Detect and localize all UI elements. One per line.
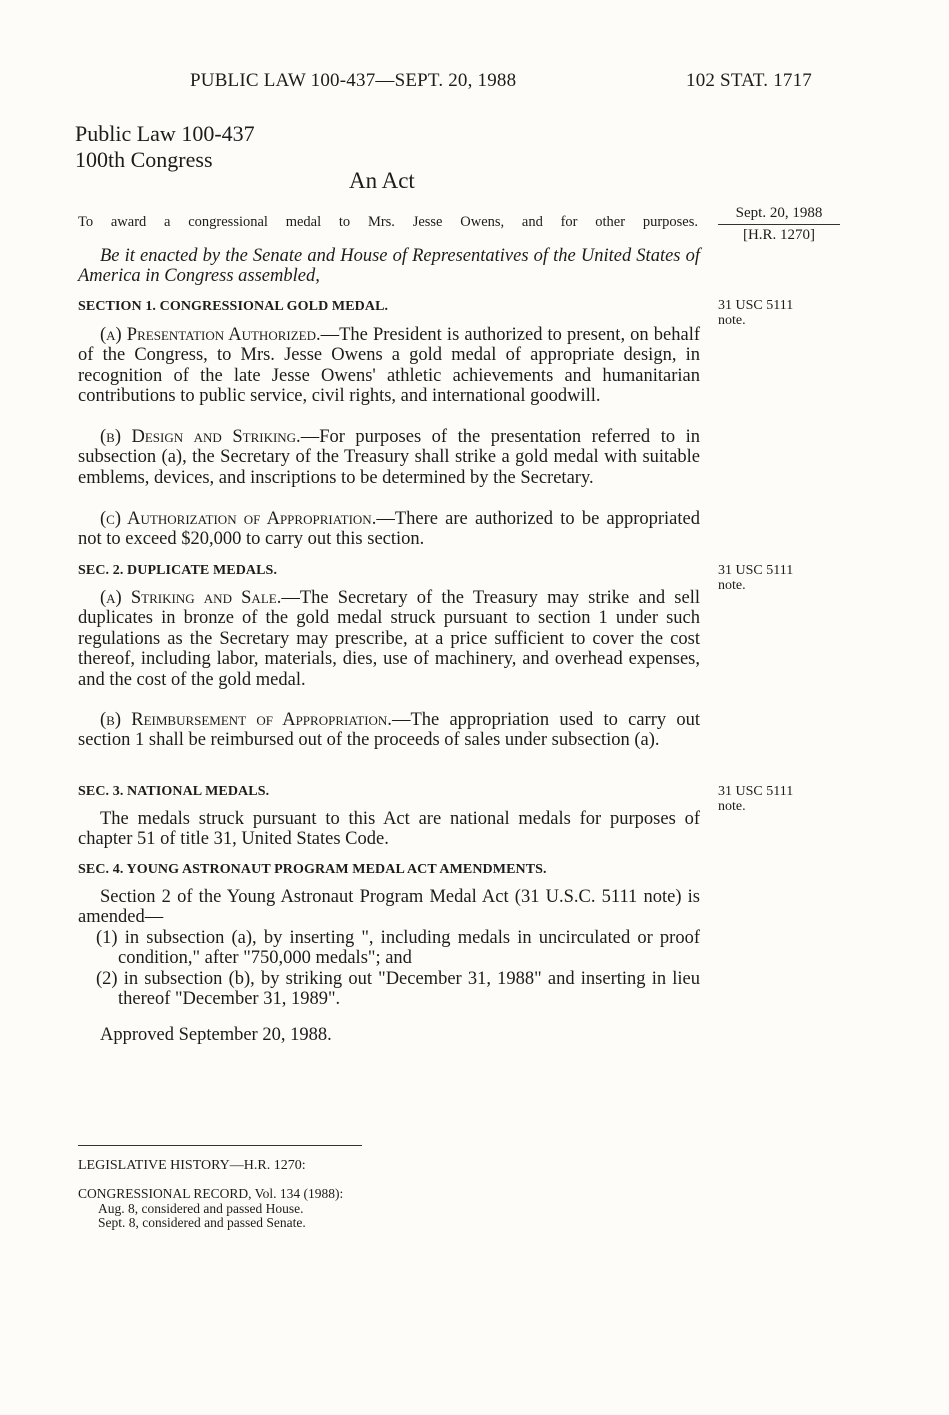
approval-date: Approved September 20, 1988. [100, 1025, 332, 1045]
page-number: 102 STAT. 1717 [686, 70, 813, 91]
section-3-text: The medals struck pursuant to this Act are national medals for purposes of chapter 51 of title 31, United States Code. [78, 809, 700, 850]
section-3-heading: SEC. 3. NATIONAL MEDALS. [78, 784, 270, 799]
section-2a [78, 588, 700, 690]
section-2b-label: (b) Reimbursement of Appropriation. [100, 710, 392, 730]
section-1c-text: —There are authorized to be appropriated not to exceed $20,000 to carry out this section. [78, 509, 700, 550]
section-2a-text: —The Secretary of the Treasury may strike and sell duplicates in bronze of the gold medal struck pursuant to section 1 under such regulations as the Secretary may prescribe, at a price sufficient to cover the cost thereof, including labor, materials, dies, use of machinery, and overhead expenses, and the cost of the gold medal. [78, 588, 701, 690]
section-4-intro: Section 2 of the Young Astronaut Program Medal Act (31 U.S.C. 5111 note) is amended— [78, 887, 700, 928]
purpose-line: To award a congressional medal to Mrs. Jesse Owens, and for other purposes. [78, 214, 698, 230]
margin-note-1: 31 USC 5111 note. [718, 298, 794, 328]
section-1b-text: —For purposes of the presentation referred to in subsection (a), the Secretary of the Treasury shall strike a gold medal with suitable emblems, devices, and inscriptions to be determined by the Secretary. [78, 427, 700, 488]
section-2-heading: SEC. 2. DUPLICATE MEDALS. [78, 563, 278, 578]
congressional-record: CONGRESSIONAL RECORD, Vol. 134 (1988): [78, 1186, 344, 1201]
section-1b [78, 427, 700, 488]
margin-bill: [H.R. 1270] [742, 227, 816, 243]
section-2b-text: —The appropriation used to carry out section 1 shall be reimbursed out of the proceeds of sales under subsection (a). [78, 710, 700, 751]
section-1a [78, 325, 700, 407]
section-1c [78, 509, 700, 550]
margin-date: Sept. 20, 1988 [735, 205, 823, 221]
margin-rule [718, 224, 840, 225]
section-2b [78, 710, 700, 751]
section-1c-label: (c) Authorization of Appropriation. [100, 509, 377, 529]
enacting-clause: Be it enacted by the Senate and House of Representatives of the United States of America in Congress assembled, [78, 246, 700, 287]
margin-note-3: 31 USC 5111 note. [718, 784, 794, 814]
act-title: An Act [349, 168, 415, 193]
history-divider [78, 1145, 362, 1146]
margin-note-2: 31 USC 5111 note. [718, 563, 794, 593]
section-1a-text: —The President is authorized to present, on behalf of the Congress, to Mrs. Jesse Owens a gold medal of appropriate design, in recognition of the late Jesse Owens' athletic achievements and humanitarian contributions to public service, civil rights, and international goodwill. [78, 325, 701, 407]
congress-number: 100th Congress [75, 147, 213, 172]
section-1a-label: (a) Presentation Authorized. [100, 325, 321, 345]
section-1b-label: (b) Design and Striking. [100, 427, 301, 447]
history-senate: Sept. 8, considered and passed Senate. [98, 1215, 306, 1230]
section-1-heading: SECTION 1. CONGRESSIONAL GOLD MEDAL. [78, 299, 389, 314]
running-header: PUBLIC LAW 100-437—SEPT. 20, 1988 [190, 70, 517, 91]
legislative-history-title: LEGISLATIVE HISTORY—H.R. 1270: [78, 1158, 306, 1173]
section-4-heading: SEC. 4. YOUNG ASTRONAUT PROGRAM MEDAL ACT AMENDMENTS. [78, 862, 547, 877]
section-4-item-2: (2) in subsection (b), by striking out "December 31, 1988" and inserting in lieu thereof "December 31, 1989". [96, 969, 700, 1010]
history-house: Aug. 8, considered and passed House. [98, 1201, 304, 1216]
section-4-item-1: (1) in subsection (a), by inserting ", including medals in uncirculated or proof condition," after "750,000 medals"; and [96, 928, 700, 969]
section-2a-label: (a) Striking and Sale. [100, 588, 282, 608]
public-law-number: Public Law 100-437 [75, 121, 255, 146]
